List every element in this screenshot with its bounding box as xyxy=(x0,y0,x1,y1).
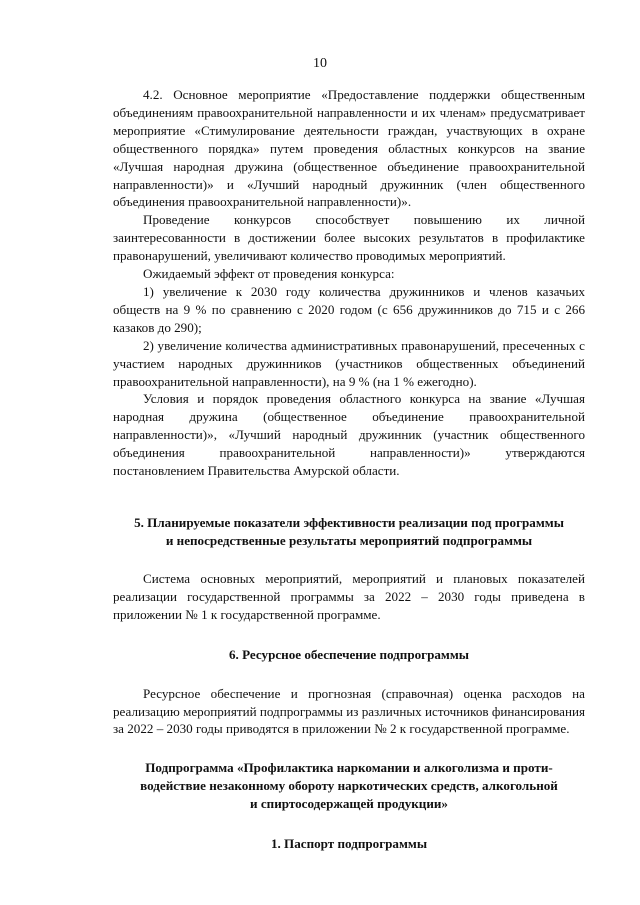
paragraph-contest-conditions: Условия и порядок проведения областного конкурса на звание «Лучшая народная дружина (общественное объединение правоохранительной направленности)», «Лучший народный дружинник (участник общественного объединения правоохранительной направленности)» утверждаются постановлением Правительства Амурской области. xyxy=(113,391,585,479)
section-6-heading: 6. Ресурсное обеспечение подпрограммы xyxy=(229,646,469,662)
page-content xyxy=(113,86,585,853)
subprogram-heading-line-3: и спиртосодержащей продукции» xyxy=(250,796,448,812)
section-5-heading-line-1: 5. Планируемые показатели эффективности реализации под программы xyxy=(134,514,564,530)
paragraph-expected-effect: Ожидаемый эффект от проведения конкурса: xyxy=(143,266,395,282)
section-5-heading-line-2: и непосредственные результаты мероприятий подпрограммы xyxy=(165,532,533,548)
section-5-heading xyxy=(113,514,585,550)
paragraph-contest-effect: Проведение конкурсов способствует повышению их личной заинтересованности в достижении более высоких результатов в профилактике правонарушений, увеличивают количество проводимых мероприятий. xyxy=(113,212,585,264)
page-number: 10 xyxy=(313,56,327,71)
section-6-paragraph: Ресурсное обеспечение и прогнозная (справочная) оценка расходов на реализацию мероприятий подпрограммы из различных источников финансирования за 2022 – 2030 годы приводятся в приложении № 2 к государственной программе. xyxy=(113,685,585,737)
subprogram-heading-line-2: водействие незаконному обороту наркотических средств, алкогольной xyxy=(140,778,558,794)
subprogram-heading xyxy=(113,759,585,813)
section-5-paragraph: Система основных мероприятий, мероприятий и плановых показателей реализации государственной программы за 2022 – 2030 годы приведена в приложении № 1 к государственной программе. xyxy=(113,570,585,622)
subprogram-heading-line-1: Подпрограмма «Профилактика наркомании и алкоголизма и проти- xyxy=(145,760,553,776)
list-item-1: 1) увеличение к 2030 году количества дружинников и членов казачьих обществ на 9 % по сравнению с 2020 годом (с 656 дружинников до 715 и с 266 казаков до 290); xyxy=(113,283,585,335)
passport-heading: 1. Паспорт подпрограммы xyxy=(270,836,428,852)
list-item-2: 2) увеличение количества административных правонарушений, пресеченных с участием народных дружинников (участников общественных объединений правоохранительной направленности), на 9 % (на 1 % ежегодно). xyxy=(113,337,585,389)
paragraph-4-2: 4.2. Основное мероприятие «Предоставление поддержки общественным объединениям правоохранительной направленности и их членам» предусматривает мероприятие «Стимулирование деятельности граждан, участвующих в охране общественного порядка» путем проведения областных конкурсов на звание «Лучшая народная дружина (общественное объединение правоохранительной направленности)» и «Лучший народный дружинник (член общественного объединения правоохранительной направленности)». xyxy=(113,87,585,210)
